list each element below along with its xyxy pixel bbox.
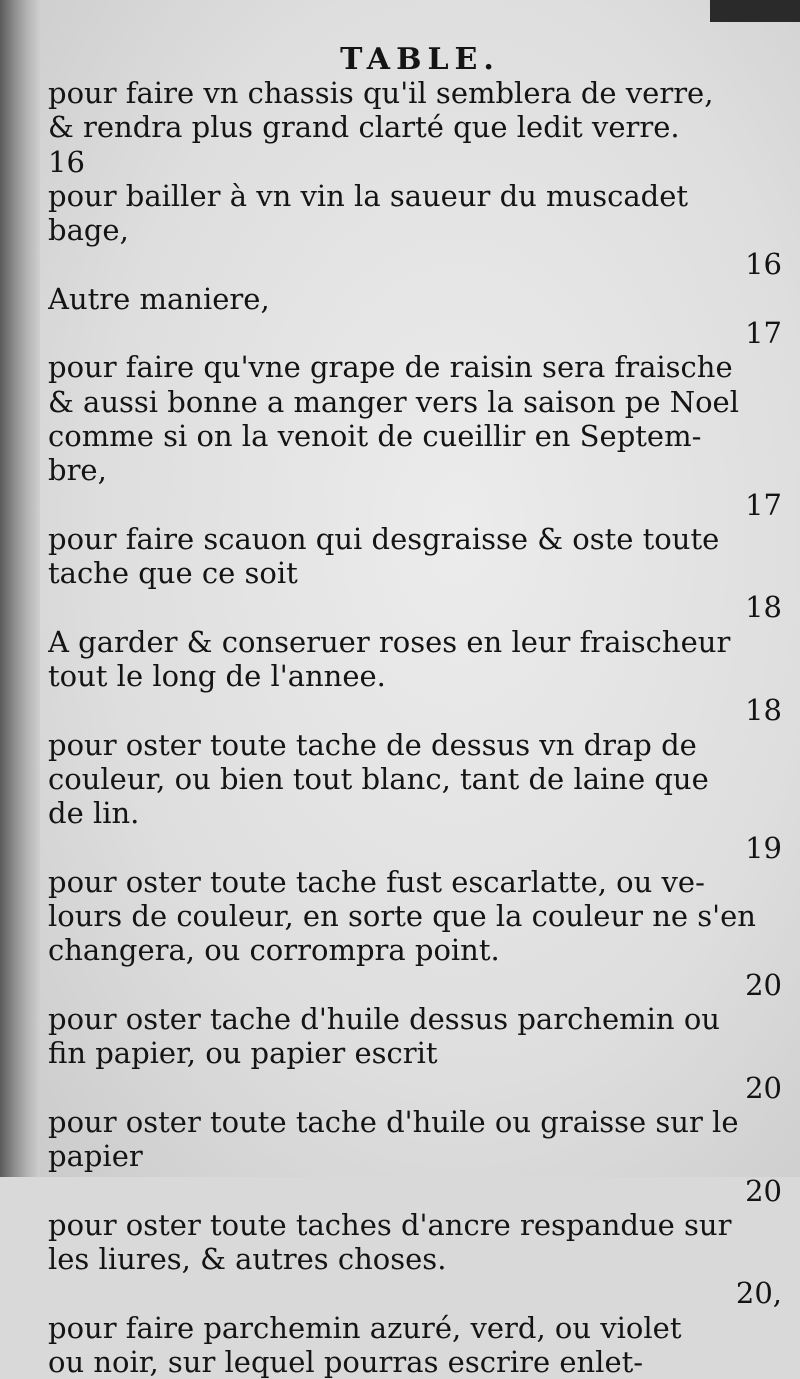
table-entry-line: fin papier, ou papier escrit [48,1036,438,1071]
table-entry-line: & rendra plus grand clarté que ledit verre. [48,110,680,145]
page-number: 20 [745,1070,782,1105]
book-binding [0,0,40,1177]
table-entry-line: papier [48,1139,143,1174]
page-header: TABLE. [340,42,500,77]
table-entry-line: pour oster toute tache fust escarlatte, ou ve- [48,864,705,899]
table-entry-line: ou noir, sur lequel pourras escrire enlet- [48,1344,644,1379]
table-entry-line: bre, [48,453,107,488]
table-entry-line: pour bailler à vn vin la saueur du muscadet [48,178,689,213]
table-entry-line: pour faire qu'vne grape de raisin sera fraische [48,350,733,385]
page-number: 17 [745,487,782,522]
table-entry-line: tache que ce soit [48,556,298,591]
table-entry-line: pour faire parchemin azuré, verd, ou violet [48,1310,682,1345]
table-entry-line: lours de couleur, en sorte que la couleur ne s'en [48,899,756,934]
table-entry-line: A garder & conseruer roses en leur fraischeur [48,624,731,659]
page-number: 16 [745,247,782,282]
page-number: 19 [745,830,782,865]
table-entry-line: 16 [48,144,85,179]
page-number: 18 [745,590,782,625]
page-number: 20, [735,1276,782,1311]
table-entry-line: de lin. [48,796,140,831]
table-entry-line: tout le long de l'annee. [48,659,386,694]
table-entries [48,76,788,1379]
table-entry-line: changera, ou corrompra point. [48,933,500,968]
table-entry-line: pour oster tache d'huile dessus parchemin ou [48,1002,720,1037]
table-entry-line: pour oster toute tache de dessus vn drap de [48,727,697,762]
page-number: 17 [745,316,782,351]
table-entry-line: pour faire scauon qui desgraisse & oste toute [48,521,720,556]
table-entry-line: Autre maniere, [48,281,270,316]
book-page [40,0,800,1379]
page-number: 20 [745,967,782,1002]
table-entry-line: bage, [48,213,129,248]
scan-edge [710,0,800,22]
table-entry-line: & aussi bonne a manger vers la saison pe Noel [48,384,739,419]
table-entry-line: les liures, & autres choses. [48,1242,447,1277]
page-number: 20 [745,1173,782,1208]
table-entry-line: comme si on la venoit de cueillir en Septem- [48,418,702,453]
page-number: 18 [745,693,782,728]
table-entry-line: pour oster toute tache d'huile ou graisse sur le [48,1104,739,1139]
table-entry-line: pour faire vn chassis qu'il semblera de verre, [48,76,714,110]
table-entry-line: pour oster toute taches d'ancre respandue sur [48,1207,732,1242]
table-entry-line: couleur, ou bien tout blanc, tant de laine que [48,761,709,796]
